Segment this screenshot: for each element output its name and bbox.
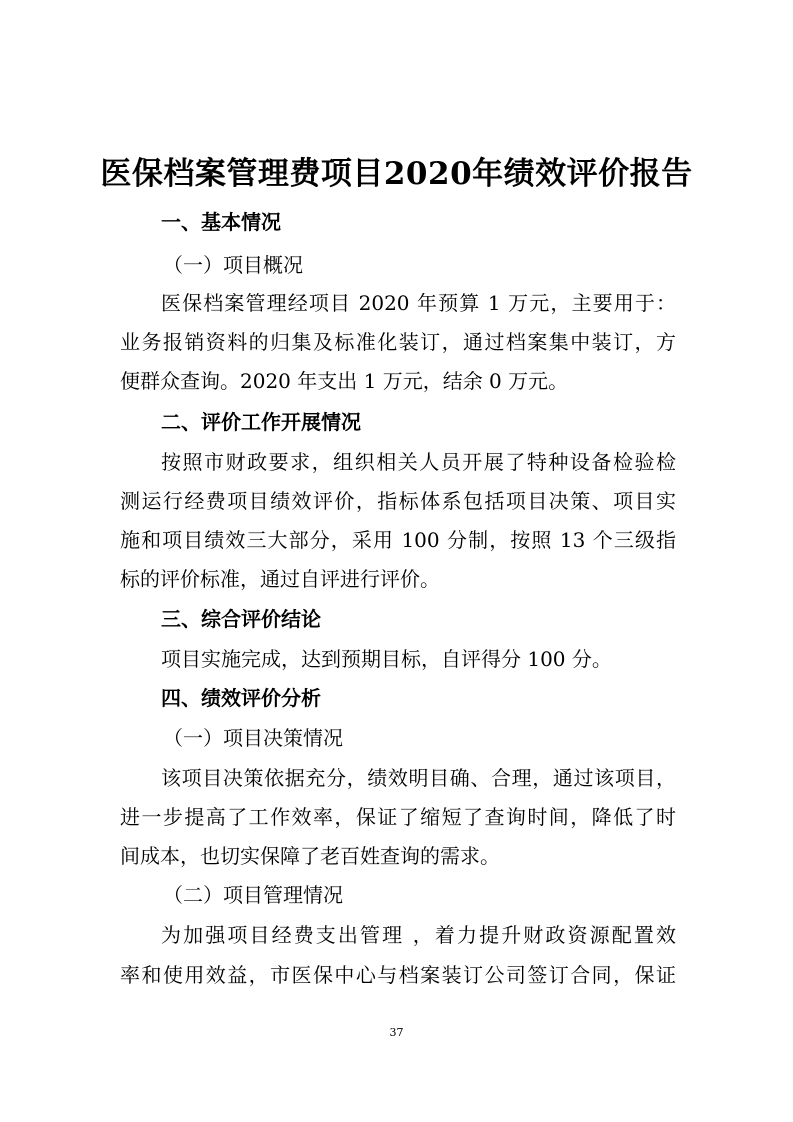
document-title: 医保档案管理费项目2020年绩效评价报告 — [100, 156, 693, 192]
paragraph-line: 间成本，也切实保障了老百姓查询的需求。 — [120, 844, 500, 868]
paragraph-line: 便群众查询。2020 年支出 1 万元，结余 0 万元。 — [120, 369, 569, 393]
page-number: 37 — [389, 1026, 404, 1039]
paragraph-line: 业务报销资料的归集及标准化装订，通过档案集中装订，方 — [120, 330, 676, 354]
section-heading-3: 三、综合评价结论 — [161, 607, 321, 631]
section-heading-1: 一、基本情况 — [161, 210, 281, 234]
paragraph-line: 进一步提高了工作效率，保证了缩短了查询时间，降低了时 — [120, 805, 676, 829]
paragraph-line: 施和项目绩效三大部分，采用 100 分制，按照 13 个三级指 — [120, 528, 676, 552]
section-heading-2: 二、评价工作开展情况 — [161, 410, 361, 434]
paragraph-line: 标的评价标准，通过自评进行评价。 — [120, 567, 440, 591]
subsection-heading: （二）项目管理情况 — [163, 883, 343, 907]
paragraph-line: 该项目决策依据充分，绩效明目确、合理，通过该项目， — [161, 766, 676, 790]
section-heading-4: 四、绩效评价分析 — [161, 686, 321, 710]
paragraph-line: 按照市财政要求，组织相关人员开展了特种设备检验检 — [161, 450, 676, 474]
paragraph-line: 率和使用效益，市医保中心与档案装订公司签订合同，保证 — [120, 963, 676, 987]
subsection-heading: （一）项目概况 — [163, 253, 303, 277]
paragraph-line: 测运行经费项目绩效评价，指标体系包括项目决策、项目实 — [120, 489, 676, 513]
subsection-heading: （一）项目决策情况 — [163, 726, 343, 750]
paragraph-line: 医保档案管理经项目 2020 年预算 1 万元，主要用于： — [161, 291, 676, 315]
paragraph-line: 项目实施完成，达到预期目标，自评得分 100 分。 — [161, 647, 612, 671]
paragraph-line: 为加强项目经费支出管理 ，着力提升财政资源配置效 — [161, 923, 676, 947]
